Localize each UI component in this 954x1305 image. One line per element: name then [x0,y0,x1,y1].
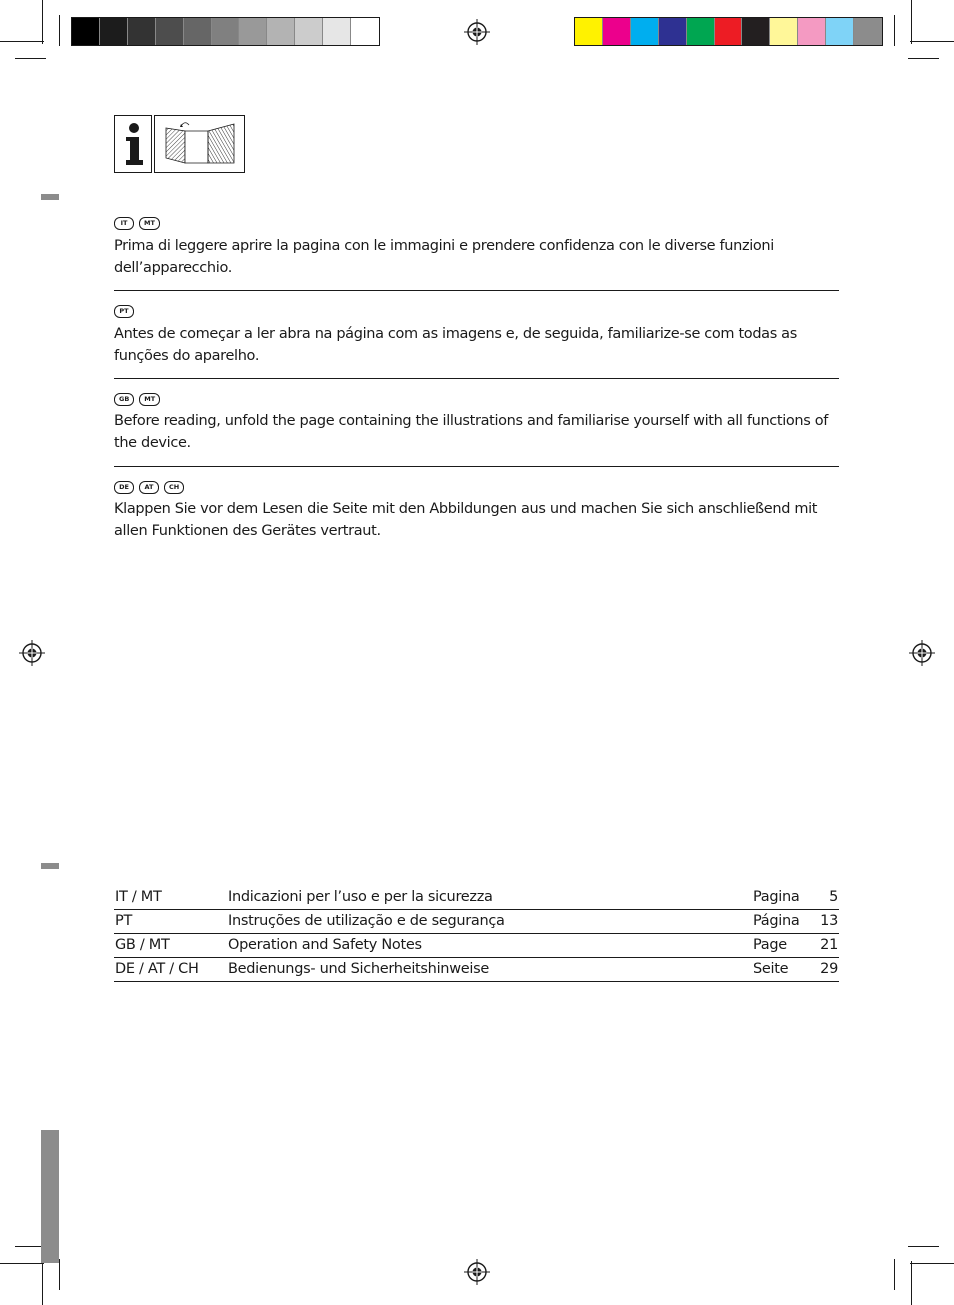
divider [114,378,839,379]
toc-title: Indicazioni per l’uso e per la sicurezza [228,889,493,905]
toc-page-number: 29 [820,961,838,977]
toc-page-word: Seite [753,961,789,977]
toc-language: IT / MT [115,889,162,905]
color-swatch [128,18,156,45]
section-text: Klappen Sie vor dem Lesen die Seite mit den Abbildungen aus und machen Sie sich anschließend mit allen Funktionen des Gerätes vertraut. [114,501,818,539]
crop-mark [908,58,939,59]
toc-page-number: 5 [829,889,838,905]
color-swatch [798,18,826,45]
crop-mark [15,58,46,59]
crop-mark [42,1261,43,1305]
color-swatch [156,18,184,45]
color-swatch [770,18,798,45]
divider [114,466,839,467]
toc-row[interactable] [114,934,839,958]
toc-title: Operation and Safety Notes [228,937,422,953]
unfold-page-icon [154,115,245,173]
color-swatch [742,18,770,45]
section-text: Prima di leggere aprire la pagina con le immagini e prendere confidenza con le diverse funzioni dell’apparecchio. [114,238,774,276]
toc-language: PT [115,913,133,929]
language-badge: CH [164,481,184,494]
divider [114,290,839,291]
color-swatch [659,18,687,45]
crop-mark [894,15,895,46]
page-edge-tab [41,1130,59,1263]
color-swatch [826,18,854,45]
toc-title: Bedienungs- und Sicherheitshinweise [228,961,489,977]
toc-page-number: 21 [820,937,838,953]
toc-page-word: Pagina [753,889,800,905]
crop-mark [0,41,44,42]
color-swatch [854,18,882,45]
toc-page-number: 13 [820,913,838,929]
color-swatch [184,18,212,45]
crop-mark [911,0,912,44]
table-of-contents [114,886,839,982]
crop-mark [911,1261,912,1305]
color-swatch [100,18,128,45]
language-badge: PT [114,305,134,318]
crop-mark [908,1246,939,1247]
crop-mark [59,1259,60,1290]
color-swatch [687,18,715,45]
language-badge: MT [139,393,160,406]
color-swatch [212,18,240,45]
crop-mark [42,0,43,44]
toc-page-word: Page [753,937,787,953]
color-swatch [631,18,659,45]
color-swatch [323,18,351,45]
crop-mark [894,1259,895,1290]
color-swatch [575,18,603,45]
color-swatch [351,18,379,45]
section-text: Before reading, unfold the page containing the illustrations and familiarise yourself with all functions of the device. [114,413,829,451]
section-text: Antes de começar a ler abra na página com as imagens e, de seguida, familiarize-se com todas as funções do aparelho. [114,326,797,364]
color-swatch [295,18,323,45]
toc-row[interactable] [114,886,839,910]
language-badge: GB [114,393,134,406]
page-tab-marker [41,194,59,200]
language-badges [114,393,160,406]
crop-mark [59,15,60,46]
crop-mark [0,1263,44,1264]
language-badge: MT [139,217,160,230]
color-swatch [715,18,743,45]
language-badges [114,217,160,230]
registration-mark-icon [19,640,45,666]
toc-language: DE / AT / CH [115,961,199,977]
crop-mark [910,1263,954,1264]
toc-row[interactable] [114,910,839,934]
language-badges [114,305,134,318]
toc-title: Instruções de utilização e de segurança [228,913,505,929]
process-color-bar [574,17,883,46]
toc-page-word: Página [753,913,800,929]
language-badges [114,481,184,494]
registration-mark-icon [464,1259,490,1285]
info-icon [114,115,152,173]
language-badge: DE [114,481,134,494]
crop-mark [910,41,954,42]
registration-mark-icon [464,19,490,45]
toc-row[interactable] [114,958,839,982]
registration-mark-icon [909,640,935,666]
color-swatch [72,18,100,45]
color-swatch [267,18,295,45]
language-badge: AT [139,481,159,494]
grayscale-color-bar [71,17,380,46]
color-swatch [603,18,631,45]
language-badge: IT [114,217,134,230]
color-swatch [239,18,267,45]
toc-language: GB / MT [115,937,170,953]
page-tab-marker [41,863,59,869]
